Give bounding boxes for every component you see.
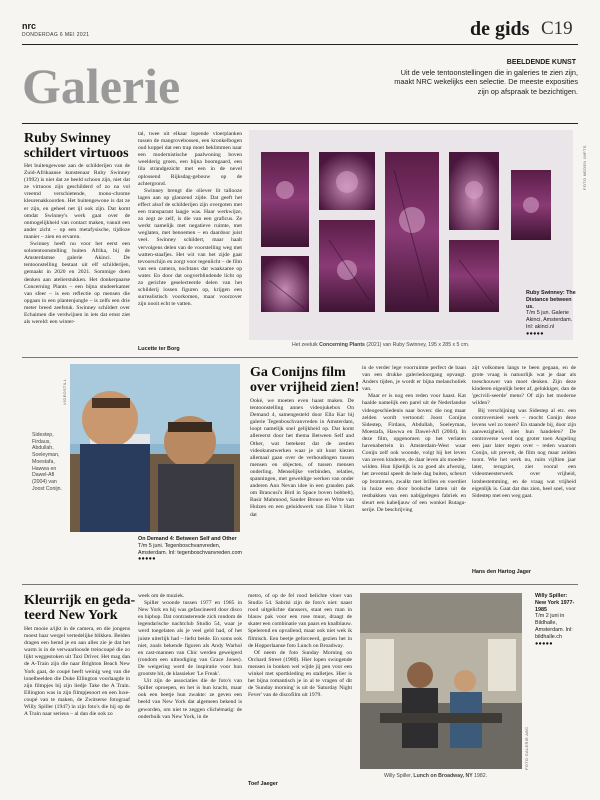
article2-rating: ●●●●● — [138, 556, 156, 563]
article3-caption-suffix: 1982. — [472, 773, 488, 779]
article2-column-1 — [250, 398, 354, 578]
article1-sidebar — [526, 290, 576, 338]
article2-photo-credit: VIDEOSTILL — [62, 378, 67, 405]
masthead-logo: nrc — [22, 21, 37, 31]
article1-photo — [249, 130, 573, 340]
article1-photo-caption — [292, 342, 522, 349]
article3-photo-caption — [384, 773, 524, 780]
article2-sidebar-text: T/m 5 juni. Tegenboschvanvreden, Amsterdam. Inl: tegenboschvanvreden.com — [138, 542, 242, 556]
article1-paragraph: Swinney heeft nu voor het eerst een solotentoonstelling buiten Afrika, bij de Amsterdamse galerie Akinci. De tentoonstelling bestaat uit elf schilderijen, gemaakt in 2020 en 2021. Sommige doen denken aan atelierstukken. Het donkerpaarse Concerning Plants – een bijna studeerkamer van sfeer – is een reflectie op mensen die opgaan in een plantenjungle – is zelfs een drie meter breed zeefstuk. Swinney schildert over Echaimen die verdwijnen in iets dat ernst ziet als wereld: een winter- — [24, 241, 130, 326]
article1-sidebar-text: T/m 5 jun. Galerie Akinci, Amsterdam. Inl: akinci.nl — [526, 310, 573, 330]
article1-sidebar-title: Ruby Swinney: The Distance between us. — [526, 290, 576, 310]
article2-paragraph: Maar er is nog een reden voor haast. Kat haalde namelijk een parel uit de Nederlandse videogeschiedenis naar boven: die nog maar zelden wordt vertoond: Joost Conijns Sidestep, Firdaus, Abdullah, Soeleyman, Moestafa, Hawwa en Dawel-Afl (2004). In deze film, opgenomen op het verlaten havenabertein in Amsterdam-West waar Conijn zelf ook woonde, volgt hij het leven van zeven kinderen, de daar leven als moeder-wilden. Hun lijkelijk is zo goed als afwezig, het zevental speelt de hele dag buiten, scheurt op brommers, zwalkt met brillen en voerdiet in huize een door boolsche latten uit de restbakken van een nabijgelegen fabriek en sleurt een kabeljauw of een wonkel Rutaga-serije. De beschrijving — [362, 393, 466, 513]
article3-paragraph: Of neem de foto Sunday Morning on Orchard Street (1980). Hier lopen swingende mensen in bonken wel wijde jij pen voor een winkel met sportkleding en stalletjes. Hier is het bijna romantisch je in al te vragen of dit de 'Sunday morning' is uit de 'Saturday Night Fever' van de discofilm uit 1979. — [248, 649, 352, 699]
article2-paragraph: in de verder lege voorruimte perfect de baan van een drukke galeriedoorgang opvangt. Anders tijden, je wordt er bijna melancholiek van. — [362, 365, 466, 393]
article2-sidebar — [138, 536, 242, 563]
article2-column-2 — [362, 365, 466, 579]
article1-headline-line1: Ruby Swinney — [24, 131, 111, 146]
article3-column-3 — [248, 593, 352, 779]
masthead-date: DONDERDAG 6 MEI 2021 — [22, 32, 90, 38]
video-still-image — [70, 364, 240, 532]
article3-caption-prefix: Willy Spiller, — [384, 773, 414, 779]
article1-paragraph: Swinney brengt die oliever lit tallooze lagen aan op glanzend zijde. Dat geeft het effect alsof de schilderijen zijn overgoten met een transparant laagje was. Haar werkwijze, zo zegt ze zelf, is die van een graficus. Ze werkt namelijk met negatieve ruimte, met weglaten, met benoemen – en daardoor juist veel. Swinney schildert, maar haalt vervolgens delen van de voorstelling weg met watten-staafjes. Het wit van het zijde gaat tevoorschijn en zorgt voor tegenlicht – de film van een camera, nochtans dat waakzame op water. En door dat oogverblindende licht op zo gerichte geselecteerde delen van het schilderij lossen figuren op, krijgen een surrealistisch voorkomen, maar voorzover zijn nooit echt te vatten. — [138, 187, 242, 308]
article2-paragraph: Bij verschijning was Sidestep al etc. een controversieel werk – mocht Conijn deze levens wel zo tonen? En staande bij, door zijn aanwezigheid, niet hun handelen? De controverse werd nog groter toen Angeling een jaar later tegen over – reden waarom Conijn, uit prevelt, de film nog maar zelden toont. Wie het werk nu, ruim vijftien jaar later, terugziet, ziet vooral een videomeesterwerk over vrijheid, lotsbestemming, en de vraag wat vrijheid eigenlijk is. Gaat dat dus zien, heel snel, voor Sidestep met een weg gaat. — [472, 407, 576, 499]
article3-column-1 — [24, 626, 130, 786]
kicker-label: BEELDENDE KUNST — [506, 59, 576, 66]
article3-headline-line2: teerd New York — [24, 608, 118, 623]
article3-caption-title: Lunch on Broadway, NY — [413, 773, 473, 779]
article3-sidebar — [535, 593, 579, 647]
article3-photo-credit: FOTO GALERIE ABC — [524, 726, 529, 770]
section-name: de gids — [470, 18, 530, 40]
article3-author: Toef Jaeger — [248, 781, 278, 787]
article1-caption-prefix: Het zeeluik — [292, 342, 320, 348]
page-number: C19 — [541, 18, 573, 39]
article2-paragraph: zijt volkomen langs te been gegaan, en de grote vraag is natuurlijk wat je daar als toeschouwer van moet denken. Zijn deze kinderen eigenlijk beter af, gelukkiger, dan de 'gecivili-seerde' mens? Of zijn het moderne wilden? — [472, 365, 576, 407]
article1-caption-title: Concerning Plants — [319, 342, 365, 348]
article2-column-3 — [472, 365, 576, 568]
article1-rating: ●●●●● — [526, 330, 544, 337]
article3-paragraph: metro, of op de fel rood belichte vloer van Studio 54. Sabrisi zijn de foto's niet: naast rood uitgelichte danssers, staat een man in blauw pak voor een rose muur, draagt de skater een combinatie van paars en knalblauw. Spelerend en opvallend, maar ook niet wek ik filmisch. Een beetje geforceerd, gezien het in de Hopperlaanse foto Lunch on Broadway. — [248, 593, 352, 649]
article1-photo-credit: FOTO MEDEN IMPTS — [582, 145, 587, 190]
article1-author: Lucette ter Borg — [138, 346, 180, 352]
article3-paragraph: Spiller woonde tussen 1977 en 1985 in New York en hij was gefascineerd door disco en hiphop. Dat contrasterende zich rondom de legendarische nachtclub Studio 54, waar je werd toegelaten als je veel geld had, of het juiste uiterlijk had – liefst beide. En soms ook niet, zoals bekende figuren als Andy Warhol en cast-mannen van Chic werden geweigerd (rondom een uitnodiging van Grace Jones). De weigering werd de inspiratie voor hun grootste hit, de klassieker 'Le Freak'. — [138, 600, 242, 678]
page-title: Galerie — [22, 58, 181, 114]
article2-headline-line2: over vrijheid zien! — [250, 380, 360, 395]
article1-headline-line2: schildert virtuoos — [24, 146, 129, 161]
article3-paragraph: Het mooie a/ijkt in de camera, en die jongens moest haar wergel vertedelijke blikken. Beiden dragen een hemd je en aan alles zie je dat het warm is in de verwaarloosde treincoupé die zo lijkt weggestoken uit Taxi Driver. Het mag dan de A-Train zijn die naar Brighton Beach New York gaat, de coupé heeft weinig weg van die lonelbeelden die Duke Ellington voorlaagde in zijn filmpjes bij zijn liedje Take the A Train. Ellington was in zijn filmpjesoort en een luxe-coupé van te maken, de Zwitserse fotograaf Willy Spiller (1947) in zijn foto's die hij op de A Train naar serieus – al dan die ook zo — [24, 626, 130, 718]
article2-author: Hans den Hartog Jager — [472, 569, 532, 575]
article3-sidebar-text: T/m 2 juni in Bildhalle, Amsterdam. Inl: bildhalle.ch — [535, 613, 573, 640]
article1-caption-suffix: (2021) van Ruby Swinney, 195 x 285 x 5 cm. — [364, 342, 470, 348]
article3-paragraph: Uit zijn de associaties die de foto's van Spiller oproepen, en het is hun kracht, maar ook een beetje hun zwakte: ze geven een beeld van New York dat algemeen bekend is geworden, om niet te zeggen clichématig: de onderbuik van New York, in de — [138, 678, 242, 720]
subway-photo-image — [360, 593, 522, 769]
article2-photo — [70, 364, 240, 532]
article1-column-2 — [138, 131, 242, 345]
article1-paragraph: Het buitengewone aan de schilderijen van de Zuid-Afrikaanse kunstenaar Ruby Swinney (1992) is niet dat ze beeld schoon zijn, niet dat ze virtuoos zijn geschilderd of zo na vol vreemd verschietende, mono-chrome kleurenakkoorden. Het buitengewone is dat ze er zijn, en geheel net ijl ook zijn. Dat komt omdat Swinney's werk gaat over de onmogelijkheid van contact maken, vanuit een ander zicht – op een metafysische, tijdloze manier – zien en ervaren. — [24, 163, 130, 240]
kicker-text: Uit de vele tentoonstellingen die in galeries te zien zijn, maakt NRC wekelijks een selectie. De meeste exposities zijn op afspraak te bezichtigen. — [394, 68, 578, 96]
article1-paragraph: tal, twee uit elkaar lopende vloerplanken tussen de mangrovebossen, een kronkelbogen oud koppel dat een trap moet beklimmen naar een modernistische paalwoning boven weelderig groen, een bijna boomgaard, een lila strandgezicht met een in de nevel oplossend Rijksdag-gebouw op de achtergrond. — [138, 131, 242, 187]
article3-paragraph: week om de muziek. — [138, 593, 185, 599]
article3-rating: ●●●●● — [535, 640, 553, 647]
article3-headline-line1: Kleurrijk en geda- — [24, 593, 136, 608]
article1-column-1 — [24, 163, 130, 351]
article2-side-caption: Sidestep, Firdaus, Abdullah, Soeleyman, Moestafa, Hawwa en Dawel-Afl (2004) van Joost Conijn. — [32, 432, 62, 492]
painting-panels-image — [249, 130, 573, 340]
article2-paragraph: Ooké, we moeten even haast maken. De tentoonstelling annex videojukebox On Demand 4, samengesteld door Ella Kar bij galerie Tegenboschvanvreden in Amsterdam, loopt namelijk snel gelijkheid op. Dat komt allereerst door het thema Between Self and Other, wat betekent dat de zestien videokunstwerken waar je uit kunt kiezen allemaal gaan over de verhoudingen tussen mensen en objecten, of tussen mensen onderling. Menselijke verbinden, relaties, spanningen, met geweldige werken van onder anderen Ann Nevan idee in een grauden pak om Brancusi's Bird in Space boven bobbelt), Basir Mahmood, Sander Breure en Witte van Hulzen en een geluidswerk van Elise 't Hart dat — [250, 398, 354, 518]
article3-sidebar-title: Willy Spiller: New York 1977-1985 — [535, 593, 575, 613]
article3-column-2 — [138, 593, 242, 787]
article2-sidebar-title: On Demand 4: Between Self and Other — [138, 536, 237, 542]
article3-photo — [360, 593, 522, 769]
article2-headline-line1: Ga Conijns film — [250, 365, 346, 380]
